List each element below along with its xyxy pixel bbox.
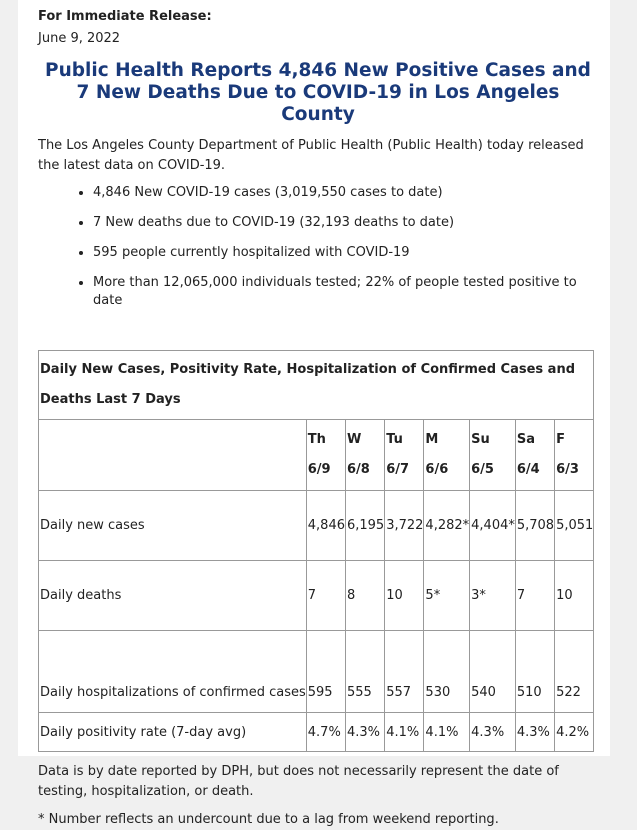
value-cell: 522 [555,631,594,713]
day-header [306,420,345,491]
day-header [555,420,594,491]
press-release-page [18,0,610,827]
value-cell: 6,195 [345,491,384,561]
table-corner-cell [39,420,307,491]
day-name: Sa [516,432,535,447]
value-cell: 4,282* [424,491,470,561]
daily-stats-table [38,350,594,752]
day-header [385,420,424,491]
day-name: W [346,432,362,447]
value-cell: 7 [515,561,554,631]
day-date: 6/9 [307,462,331,477]
day-date: 6/5 [471,462,494,477]
value-cell: 8 [345,561,384,631]
value-cell: 4.3% [470,713,516,752]
summary-bullet: • 4,846 New COVID-19 cases (3,019,550 cases to date) [93,184,598,202]
day-date: 6/3 [556,462,579,477]
value-cell: 540 [470,631,516,713]
release-date: June 9, 2022 [38,31,121,46]
intro-paragraph: The Los Angeles County Department of Public Health (Public Health) today released the latest data on COVID-19. [38,138,584,173]
press-release-content [38,8,598,830]
value-cell: 510 [515,631,554,713]
day-name: M [425,432,439,447]
headline: Public Health Reports 4,846 New Positive Cases and 7 New Deaths Due to COVID-19 in Los Angeles County [45,60,591,125]
value-cell: 530 [424,631,470,713]
value-cell: 4.1% [424,713,470,752]
day-date: 6/6 [425,462,449,477]
table-title: Daily New Cases, Positivity Rate, Hospitalization of Confirmed Cases and Deaths Last 7 Days [39,351,594,420]
value-cell: 4.1% [385,713,424,752]
table-row [39,713,594,752]
value-cell: 4,846 [306,491,345,561]
day-name: Th [307,432,326,447]
value-cell: 555 [345,631,384,713]
value-cell: 4.7% [306,713,345,752]
table-row [39,631,594,713]
value-cell: 10 [555,561,594,631]
table-row [39,561,594,631]
asterisk-note: * Number reflects an undercount due to a lag from weekend reporting. [38,812,499,827]
value-cell: 4,404* [470,491,516,561]
day-name: Su [471,432,490,447]
value-cell: 5,051 [555,491,594,561]
value-cell: 595 [306,631,345,713]
value-cell: 5,708 [515,491,554,561]
day-header [515,420,554,491]
summary-bullet: • 7 New deaths due to COVID-19 (32,193 deaths to date) [93,214,598,232]
day-header [470,420,516,491]
value-cell: 10 [385,561,424,631]
value-cell: 4.2% [555,713,594,752]
day-date: 6/7 [386,462,410,477]
day-header [345,420,384,491]
row-label: Daily deaths [39,561,307,631]
day-name: F [556,432,565,447]
table-row [39,491,594,561]
data-source-note: Data is by date reported by DPH, but does not necessarily represent the date of testing, hospitalization, or death. [38,764,559,799]
day-date: 6/4 [516,462,540,477]
value-cell: 557 [385,631,424,713]
release-label: For Immediate Release: [38,9,212,24]
summary-bullet: • More than 12,065,000 individuals tested; 22% of people tested positive to date [93,274,598,310]
value-cell: 3,722 [385,491,424,561]
day-name: Tu [386,432,403,447]
summary-bullet: • 595 people currently hospitalized with COVID-19 [93,244,598,262]
row-label: Daily hospitalizations of confirmed cases [39,631,307,713]
value-cell: 4.3% [515,713,554,752]
value-cell: 3* [470,561,516,631]
row-label: Daily new cases [39,491,307,561]
value-cell: 7 [306,561,345,631]
day-date: 6/8 [346,462,370,477]
value-cell: 5* [424,561,470,631]
day-header [424,420,470,491]
value-cell: 4.3% [345,713,384,752]
row-label: Daily positivity rate (7-day avg) [39,713,307,752]
summary-bullet-list [38,184,598,310]
